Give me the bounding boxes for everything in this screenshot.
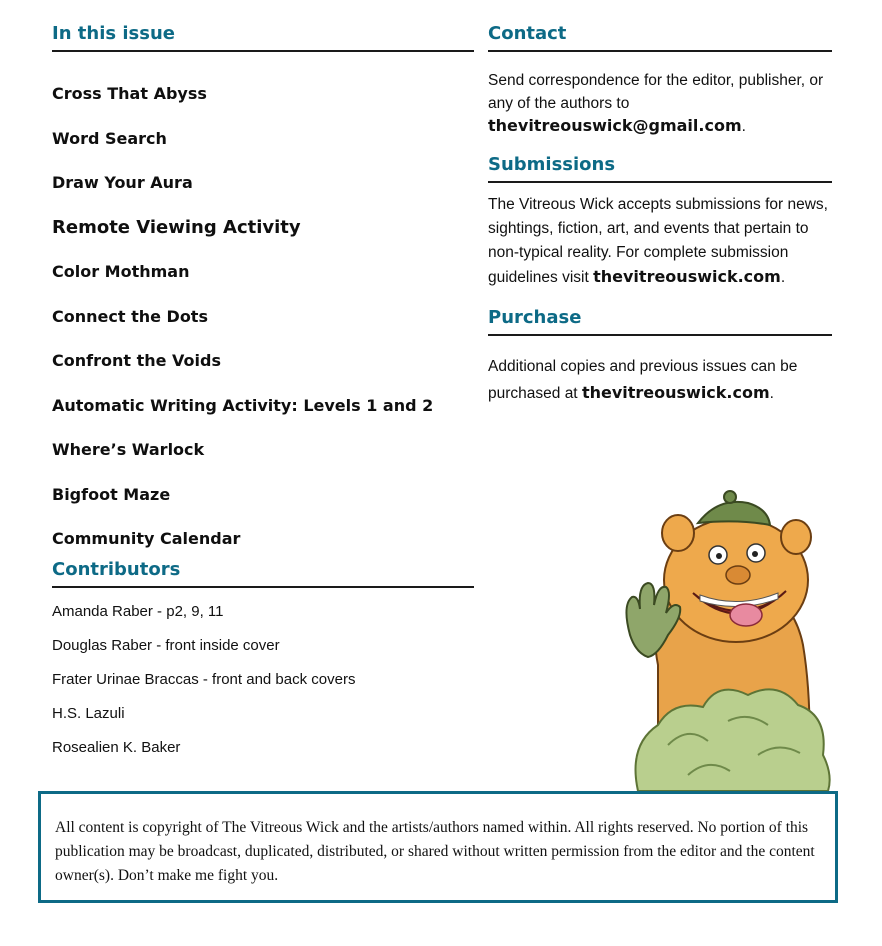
toc-item: Remote Viewing Activity — [52, 216, 301, 238]
left-column — [52, 22, 474, 772]
toc-item: Connect the Dots — [52, 306, 208, 326]
contact-text — [488, 70, 832, 139]
purchase-period: . — [769, 384, 774, 402]
contributors-list — [52, 602, 474, 758]
submissions-text — [488, 193, 832, 290]
contributor-item: Frater Urinae Braccas - front and back covers — [52, 670, 356, 688]
toc-item: Where’s Warlock — [52, 440, 205, 459]
copyright-box — [38, 791, 838, 903]
contact-period: . — [741, 118, 746, 135]
purchase-text — [488, 354, 832, 407]
purchase-link[interactable]: thevitreouswick.com — [581, 382, 770, 402]
contact-email[interactable]: thevitreouswick@gmail.com — [488, 116, 742, 135]
toc-item: Community Calendar — [52, 529, 241, 548]
waving-creature-icon — [618, 485, 840, 791]
in-this-issue-heading: In this issue — [52, 22, 474, 52]
purchase-body: Additional copies and previous issues can be purchased at — [488, 357, 798, 402]
contributor-item: H.S. Lazuli — [52, 704, 125, 722]
contributor-item: Rosealien K. Baker — [52, 738, 181, 756]
toc-item: Automatic Writing Activity: Levels 1 and 2 — [52, 395, 434, 415]
copyright-text: All content is copyright of The Vitreous Wick and the artists/authors named within. All rights reserved. No portion of this publication may be broadcast, duplicated, distributed, or shared without written permission from the editor and the content owner(s). Don’t make me fight you. — [55, 819, 815, 884]
submissions-period: . — [780, 268, 786, 286]
waving-creature-illustration — [618, 485, 840, 791]
toc-item: Cross That Abyss — [52, 84, 207, 103]
toc-item: Confront the Voids — [52, 351, 221, 370]
submissions-body: The Vitreous Wick accepts submissions for news, sightings, fiction, art, and events that pertain to non-typical reality. For complete submission guidelines visit — [488, 195, 828, 286]
toc-item: Color Mothman — [52, 262, 190, 281]
contributor-item: Douglas Raber - front inside cover — [52, 636, 280, 654]
submissions-link[interactable]: thevitreouswick.com — [593, 266, 781, 286]
right-column — [488, 22, 832, 407]
contributors-heading: Contributors — [52, 558, 474, 588]
table-of-contents — [52, 82, 474, 551]
toc-item: Bigfoot Maze — [52, 484, 171, 504]
toc-item: Draw Your Aura — [52, 173, 193, 192]
contact-body: Send correspondence for the editor, publisher, or any of the authors to — [488, 72, 824, 112]
toc-item: Word Search — [52, 128, 167, 148]
submissions-heading: Submissions — [488, 153, 832, 183]
contact-heading: Contact — [488, 22, 832, 52]
purchase-heading: Purchase — [488, 306, 832, 336]
contributor-item: Amanda Raber - p2, 9, 11 — [52, 602, 224, 620]
